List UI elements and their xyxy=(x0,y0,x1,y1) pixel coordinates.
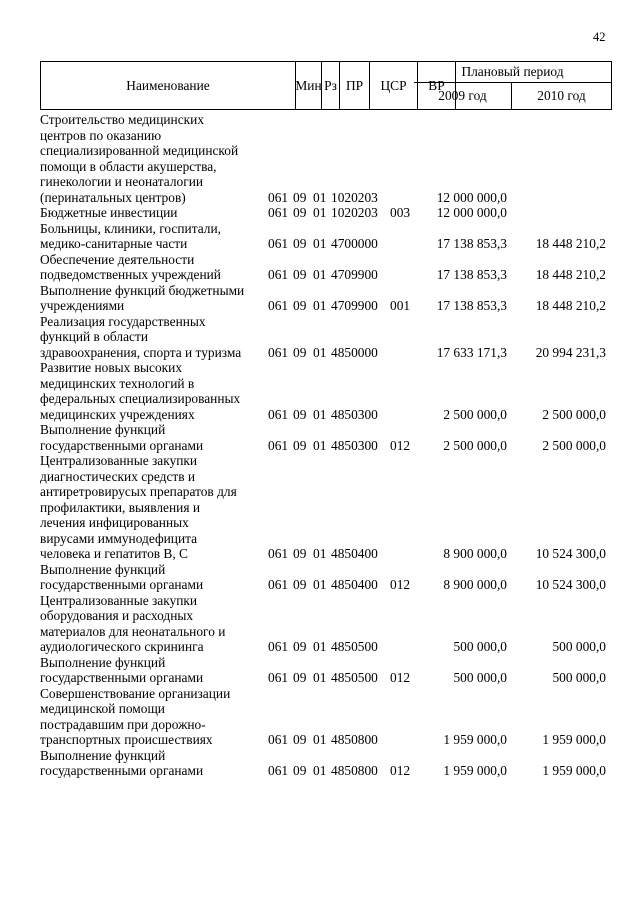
row-min: 061 xyxy=(268,639,289,654)
row-csr: 4700000 xyxy=(331,236,378,251)
row-csr: 4850300 xyxy=(331,406,378,422)
row-value-2009: 8 900 000,0 xyxy=(443,546,507,561)
row-value-2010: 2 500 000,0 xyxy=(542,406,606,422)
row-pr: 01 xyxy=(313,763,327,778)
row-csr: 4850400 xyxy=(331,577,378,592)
table-row xyxy=(40,453,612,562)
row-vr: 012 xyxy=(390,670,411,685)
row-pr: 01 xyxy=(313,670,327,685)
row-value-2010: 20 994 231,3 xyxy=(535,344,606,360)
row-rz: 09 xyxy=(293,670,307,685)
row-codes xyxy=(40,267,612,283)
row-codes xyxy=(40,639,612,655)
row-csr: 4709900 xyxy=(331,298,378,313)
row-min: 061 xyxy=(268,205,289,220)
row-rz: 09 xyxy=(293,298,307,313)
row-value-2009: 12 000 000,0 xyxy=(436,189,507,205)
row-codes xyxy=(40,577,612,593)
row-min: 061 xyxy=(268,577,289,592)
row-name: Развитие новых высоких медицинских технологий в федеральных специализированных медицинских учреждениях xyxy=(40,360,241,422)
table-row xyxy=(40,422,612,453)
row-codes xyxy=(40,190,612,206)
row-value-2009: 12 000 000,0 xyxy=(436,205,507,220)
row-csr: 4709900 xyxy=(331,267,378,282)
table-row xyxy=(40,655,612,686)
row-value-2009: 17 138 853,3 xyxy=(436,236,507,251)
row-value-2009: 1 959 000,0 xyxy=(443,732,507,747)
row-value-2010: 18 448 210,2 xyxy=(535,236,606,251)
row-min: 061 xyxy=(268,546,289,561)
row-csr: 1020203 xyxy=(331,205,378,220)
row-csr: 4850400 xyxy=(331,546,378,561)
row-rz: 09 xyxy=(293,406,307,422)
row-vr: 001 xyxy=(390,298,411,313)
row-codes xyxy=(40,205,612,221)
row-value-2009: 17 138 853,3 xyxy=(436,298,507,313)
row-name: Реализация государственных функций в области здравоохранения, спорта и туризма xyxy=(40,313,242,360)
row-rz: 09 xyxy=(293,763,307,778)
table-row xyxy=(40,283,612,314)
header-min: Мин xyxy=(296,62,322,109)
row-codes xyxy=(40,732,612,748)
header-name: Наименование xyxy=(41,62,296,109)
row-rz: 09 xyxy=(293,236,307,251)
row-value-2010: 10 524 300,0 xyxy=(535,546,606,561)
row-rz: 09 xyxy=(293,189,307,205)
row-value-2010: 500 000,0 xyxy=(552,670,606,685)
row-value-2010: 18 448 210,2 xyxy=(535,298,606,313)
header-year-2009: 2009 год xyxy=(414,83,512,109)
header-pr: ПР xyxy=(340,62,370,109)
page-number: 42 xyxy=(593,30,606,44)
table-row xyxy=(40,252,612,283)
row-min: 061 xyxy=(268,437,289,453)
row-csr: 4850800 xyxy=(331,763,378,778)
row-pr: 01 xyxy=(313,298,327,313)
row-min: 061 xyxy=(268,732,289,747)
row-value-2009: 2 500 000,0 xyxy=(443,406,507,422)
row-value-2009: 500 000,0 xyxy=(453,670,507,685)
row-csr: 4850500 xyxy=(331,639,378,654)
row-value-2010: 1 959 000,0 xyxy=(542,763,606,778)
row-pr: 01 xyxy=(313,406,327,422)
table-row xyxy=(40,205,612,221)
header-plan-period: Плановый период xyxy=(414,62,611,83)
table-header xyxy=(40,61,612,110)
row-pr: 01 xyxy=(313,189,327,205)
row-pr: 01 xyxy=(313,639,327,654)
row-min: 061 xyxy=(268,267,289,282)
row-value-2009: 17 633 171,3 xyxy=(436,344,507,360)
row-csr: 4850000 xyxy=(331,344,378,360)
row-rz: 09 xyxy=(293,732,307,747)
row-vr: 012 xyxy=(390,577,411,592)
row-value-2010: 2 500 000,0 xyxy=(542,437,606,453)
row-csr: 1020203 xyxy=(331,189,378,205)
row-min: 061 xyxy=(268,236,289,251)
row-pr: 01 xyxy=(313,546,327,561)
row-rz: 09 xyxy=(293,577,307,592)
table-row xyxy=(40,686,612,748)
table-row xyxy=(40,314,612,361)
row-codes xyxy=(40,345,612,361)
table-row xyxy=(40,221,612,252)
row-codes xyxy=(40,236,612,252)
row-codes xyxy=(40,298,612,314)
header-year-2010: 2010 год xyxy=(537,88,586,103)
row-value-2009: 8 900 000,0 xyxy=(443,577,507,592)
table-row xyxy=(40,562,612,593)
row-pr: 01 xyxy=(313,344,327,360)
row-csr: 4850300 xyxy=(331,437,378,453)
row-vr: 012 xyxy=(390,437,411,453)
row-codes xyxy=(40,407,612,423)
row-name: Выполнение функций государственными органами xyxy=(40,561,204,592)
row-min: 061 xyxy=(268,298,289,313)
table-row xyxy=(40,360,612,422)
row-value-2010: 10 524 300,0 xyxy=(535,577,606,592)
row-value-2009: 2 500 000,0 xyxy=(443,437,507,453)
row-name: Выполнение функций государственными органами xyxy=(40,654,204,685)
row-csr: 4850500 xyxy=(331,670,378,685)
row-vr: 003 xyxy=(390,205,411,220)
row-rz: 09 xyxy=(293,546,307,561)
row-pr: 01 xyxy=(313,267,327,282)
row-min: 061 xyxy=(268,763,289,778)
row-name: Совершенствование организации медицинской помощи пострадавшим при дорожно- транспортных происшествиях xyxy=(40,685,231,747)
row-codes xyxy=(40,438,612,454)
row-rz: 09 xyxy=(293,344,307,360)
row-value-2010: 1 959 000,0 xyxy=(542,732,606,747)
row-min: 061 xyxy=(268,406,289,422)
row-rz: 09 xyxy=(293,437,307,453)
row-pr: 01 xyxy=(313,577,327,592)
row-codes xyxy=(40,546,612,562)
row-pr: 01 xyxy=(313,236,327,251)
row-name: Обеспечение деятельности подведомственных учреждений xyxy=(40,251,221,282)
row-name: Бюджетные инвестиции xyxy=(40,205,178,220)
row-name: Централизованные закупки оборудования и расходных материалов для неонатального и аудиологического скрининга xyxy=(40,592,226,654)
row-vr: 012 xyxy=(390,763,411,778)
row-name: Выполнение функций бюджетными учреждениями xyxy=(40,282,245,313)
header-csr: ЦСР xyxy=(370,62,418,109)
row-name: Строительство медицинских центров по оказанию специализированной медицинской помощи в области акушерства, гинекологии и неонаталогии (перинатальных центров) xyxy=(40,112,239,205)
row-value-2009: 1 959 000,0 xyxy=(443,763,507,778)
row-rz: 09 xyxy=(293,205,307,220)
row-pr: 01 xyxy=(313,732,327,747)
row-value-2010: 500 000,0 xyxy=(552,639,606,654)
header-rz: Рз xyxy=(322,62,340,109)
row-name: Выполнение функций государственными органами xyxy=(40,422,204,453)
header-vr: ВР xyxy=(418,62,456,109)
row-min: 061 xyxy=(268,189,289,205)
row-codes xyxy=(40,763,612,779)
row-min: 061 xyxy=(268,670,289,685)
row-pr: 01 xyxy=(313,205,327,220)
row-rz: 09 xyxy=(293,639,307,654)
row-value-2010: 18 448 210,2 xyxy=(535,267,606,282)
row-value-2009: 17 138 853,3 xyxy=(436,267,507,282)
row-pr: 01 xyxy=(313,437,327,453)
row-name: Выполнение функций государственными органами xyxy=(40,747,204,778)
row-codes xyxy=(40,670,612,686)
table-row xyxy=(40,112,612,205)
table-body xyxy=(40,112,612,779)
row-name: Централизованные закупки диагностических средств и антиретровирусых препаратов для профилактики, выявления и лечения инфицированных вирусами иммунодефицита человека и гепатитов В, С xyxy=(40,453,237,561)
row-rz: 09 xyxy=(293,267,307,282)
table-row xyxy=(40,593,612,655)
row-csr: 4850800 xyxy=(331,732,378,747)
row-value-2009: 500 000,0 xyxy=(453,639,507,654)
row-name: Больницы, клиники, госпитали, медико-санитарные части xyxy=(40,220,221,251)
row-min: 061 xyxy=(268,344,289,360)
table-row xyxy=(40,748,612,779)
